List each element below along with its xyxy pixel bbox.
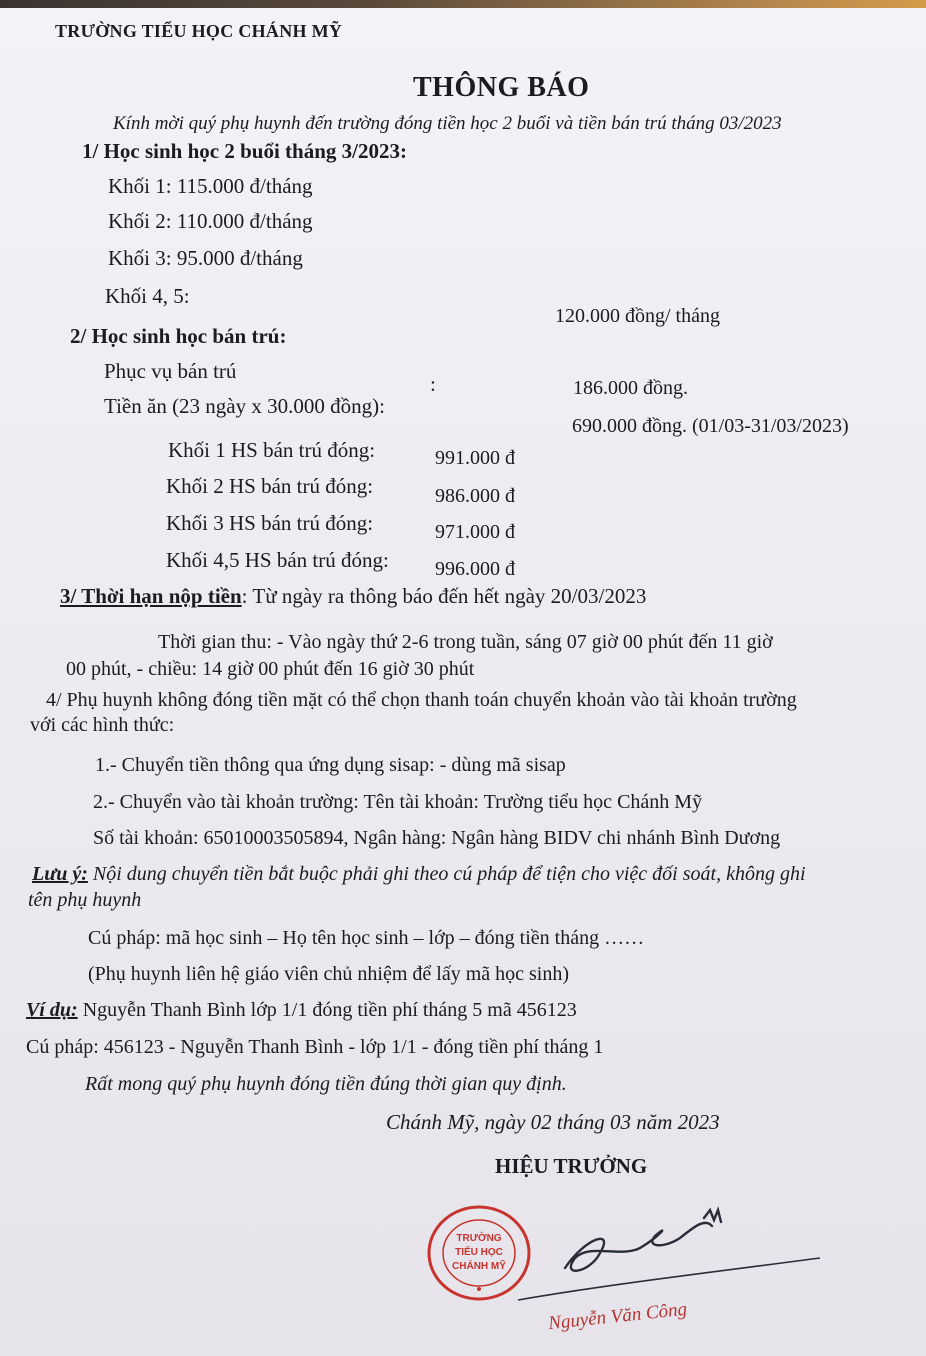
meal-label: Tiền ăn (23 ngày x 30.000 đồng):	[104, 394, 385, 418]
meal-value: 690.000 đồng. (01/03-31/03/2023)	[572, 415, 849, 437]
notice-title: THÔNG BÁO	[413, 72, 590, 103]
note-line2: tên phụ huynh	[28, 889, 142, 911]
syntax-template: Cú pháp: mã học sinh – Họ tên học sinh – lớp – đóng tiền tháng ……	[88, 927, 645, 949]
boarding-grade-1-value: 991.000 đ	[435, 447, 515, 469]
example-line	[26, 1000, 577, 1020]
collection-time-line1: Thời gian thu: - Vào ngày thứ 2-6 trong tuần, sáng 07 giờ 00 phút đến 11 giờ	[158, 631, 773, 653]
service-value: 186.000 đồng.	[573, 377, 688, 399]
section1-heading: 1/ Học sinh học 2 buổi tháng 3/2023:	[82, 139, 407, 163]
note-text1: Nội dung chuyển tiền bắt buộc phải ghi theo cú pháp để tiện cho việc đối soát, không ghi	[87, 863, 806, 885]
boarding-grade-2-label: Khối 2 HS bán trú đóng:	[166, 474, 374, 498]
note-label: Lưu ý:	[32, 863, 88, 885]
date-line: Chánh Mỹ, ngày 02 tháng 03 năm 2023	[386, 1110, 720, 1134]
deadline-line	[60, 586, 646, 607]
section3-heading: 3/ Thời hạn nộp tiền	[60, 584, 242, 608]
section4-line2: với các hình thức:	[30, 714, 175, 736]
example-text: Nguyễn Thanh Bình lớp 1/1 đóng tiền phí tháng 5 mã 456123	[77, 999, 577, 1021]
deadline-text: : Từ ngày ra thông báo đến hết ngày 20/03/2023	[241, 584, 647, 608]
boarding-grade-45-value: 996.000 đ	[435, 558, 515, 580]
principal-title: HIỆU TRƯỞNG	[495, 1154, 648, 1178]
signer-name: Nguyễn Văn Công	[547, 1298, 688, 1335]
example-label: Ví dụ:	[26, 999, 78, 1021]
svg-text:TIỂU HỌC: TIỂU HỌC	[455, 1247, 503, 1258]
notice-paper	[0, 8, 926, 1356]
boarding-grade-3-value: 971.000 đ	[435, 521, 515, 543]
fee-grade-2: Khối 2: 110.000 đ/tháng	[108, 209, 313, 233]
service-colon: :	[430, 372, 436, 396]
boarding-grade-3-label: Khối 3 HS bán trú đóng:	[166, 511, 374, 535]
svg-text:CHÁNH MỸ: CHÁNH MỸ	[452, 1261, 506, 1272]
school-name: TRƯỜNG TIỂU HỌC CHÁNH MỸ	[55, 21, 343, 41]
section2-heading: 2/ Học sinh học bán trú:	[70, 324, 287, 348]
note-line1	[32, 864, 806, 884]
fee-grade-3: Khối 3: 95.000 đ/tháng	[108, 246, 303, 270]
intro-text: Kính mời quý phụ huynh đến trường đóng tiền học 2 buổi và tiền bán trú tháng 03/2023	[113, 113, 782, 134]
payment-option-1: 1.- Chuyển tiền thông qua ứng dụng sisap: - dùng mã sisap	[95, 754, 566, 776]
example-syntax: Cú pháp: 456123 - Nguyễn Thanh Bình - lớp 1/1 - đóng tiền phí tháng 1	[26, 1036, 604, 1058]
section4-line1: 4/ Phụ huynh không đóng tiền mặt có thể chọn thanh toán chuyển khoản vào tài khoản trường	[46, 689, 797, 711]
fee-grade-45-value: 120.000 đồng/ tháng	[555, 305, 720, 327]
collection-time-line2: 00 phút, - chiều: 14 giờ 00 phút đến 16 giờ 30 phút	[66, 658, 475, 680]
closing-text: Rất mong quý phụ huynh đóng tiền đúng thời gian quy định.	[85, 1073, 567, 1095]
boarding-grade-2-value: 986.000 đ	[435, 485, 515, 507]
boarding-grade-45-label: Khối 4,5 HS bán trú đóng:	[166, 548, 389, 572]
bank-account: Số tài khoản: 65010003505894, Ngân hàng: Ngân hàng BIDV chi nhánh Bình Dương	[93, 827, 781, 849]
fee-grade-45-label: Khối 4, 5:	[105, 284, 190, 308]
principal-signature	[490, 1198, 830, 1313]
svg-text:TRƯỜNG: TRƯỜNG	[456, 1233, 502, 1244]
boarding-grade-1-label: Khối 1 HS bán trú đóng:	[168, 438, 376, 462]
fee-grade-1: Khối 1: 115.000 đ/tháng	[108, 174, 313, 198]
service-label: Phục vụ bán trú	[104, 359, 237, 383]
payment-option-2: 2.- Chuyển vào tài khoản trường: Tên tài khoản: Trường tiểu học Chánh Mỹ	[93, 791, 703, 813]
contact-note: (Phụ huynh liên hệ giáo viên chủ nhiệm để lấy mã học sinh)	[88, 963, 570, 985]
